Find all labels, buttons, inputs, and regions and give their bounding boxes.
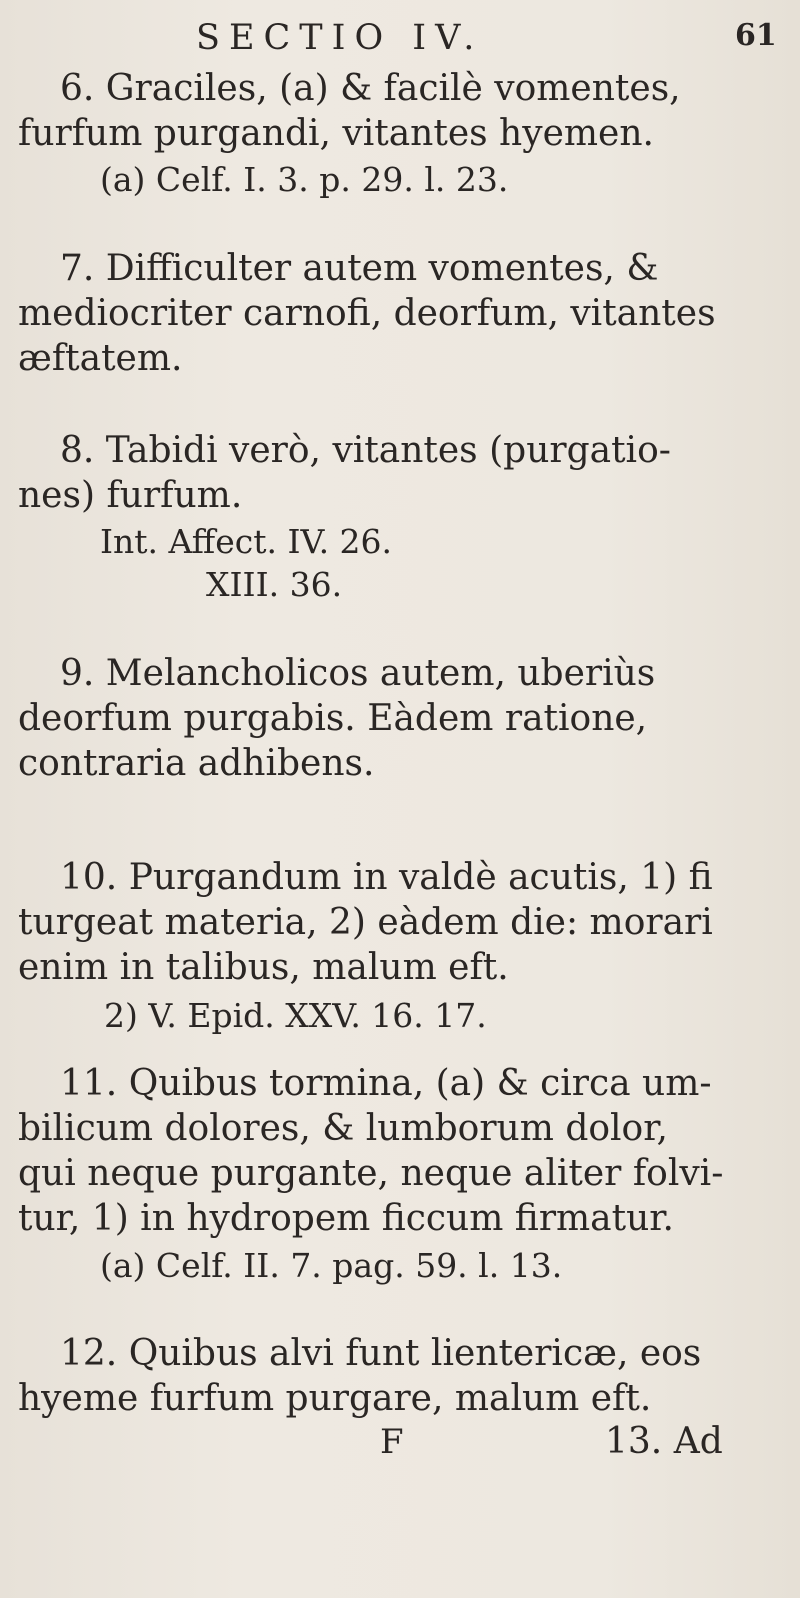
- paragraph-10-line-2: turgeat materia, 2) eàdem die: morari: [18, 902, 713, 943]
- paragraph-11-line-1: 11. Quibus tormina, (a) & circa um-: [60, 1063, 712, 1104]
- paragraph-9-line-3: contraria adhibens.: [18, 743, 375, 784]
- paragraph-8-line-1: 8. Tabidi verò, vitantes (purgatio-: [60, 430, 671, 471]
- paragraph-8-line-2: nes) furfum.: [18, 475, 243, 516]
- paragraph-11-line-4: tur, 1) in hydropem ficcum firmatur.: [18, 1198, 674, 1239]
- catchword: 13. Ad: [605, 1421, 723, 1462]
- paragraph-9-line-2: deorfum purgabis. Eàdem ratione,: [18, 698, 648, 739]
- paragraph-7-line-3: æftatem.: [18, 338, 183, 379]
- page-number: 61: [735, 18, 777, 53]
- paragraph-11-reference: (a) Celf. II. 7. pag. 59. l. 13.: [100, 1246, 563, 1285]
- paragraph-7-line-2: mediocriter carnofi, deorfum, vitantes: [18, 293, 716, 334]
- paragraph-11-line-2: bilicum dolores, & lumborum dolor,: [18, 1108, 668, 1149]
- paragraph-7-line-1: 7. Difficulter autem vomentes, &: [60, 248, 659, 289]
- paragraph-6-reference: (a) Celf. I. 3. p. 29. l. 23.: [100, 160, 509, 199]
- paragraph-6-line-1: 6. Graciles, (a) & facilè vomentes,: [60, 68, 681, 109]
- paragraph-10-line-3: enim in talibus, malum eft.: [18, 947, 509, 988]
- paragraph-8-reference-1: Int. Affect. IV. 26.: [100, 522, 393, 561]
- paragraph-10-line-1: 10. Purgandum in valdè acutis, 1) fi: [60, 857, 713, 898]
- paragraph-9-line-1: 9. Melancholicos autem, uberiùs: [60, 653, 656, 694]
- signature-mark: F: [380, 1422, 404, 1462]
- paragraph-6-line-2: furfum purgandi, vitantes hyemen.: [18, 113, 654, 154]
- paragraph-10-reference: 2) V. Epid. XXV. 16. 17.: [104, 996, 487, 1035]
- running-head: SECTIO IV.: [196, 18, 484, 58]
- paragraph-12-line-1: 12. Quibus alvi funt lientericæ, eos: [60, 1333, 702, 1374]
- paragraph-8-reference-2: XIII. 36.: [206, 565, 343, 604]
- paragraph-12-line-2: hyeme furfum purgare, malum eft.: [18, 1378, 652, 1419]
- paragraph-11-line-3: qui neque purgante, neque aliter folvi-: [18, 1153, 724, 1194]
